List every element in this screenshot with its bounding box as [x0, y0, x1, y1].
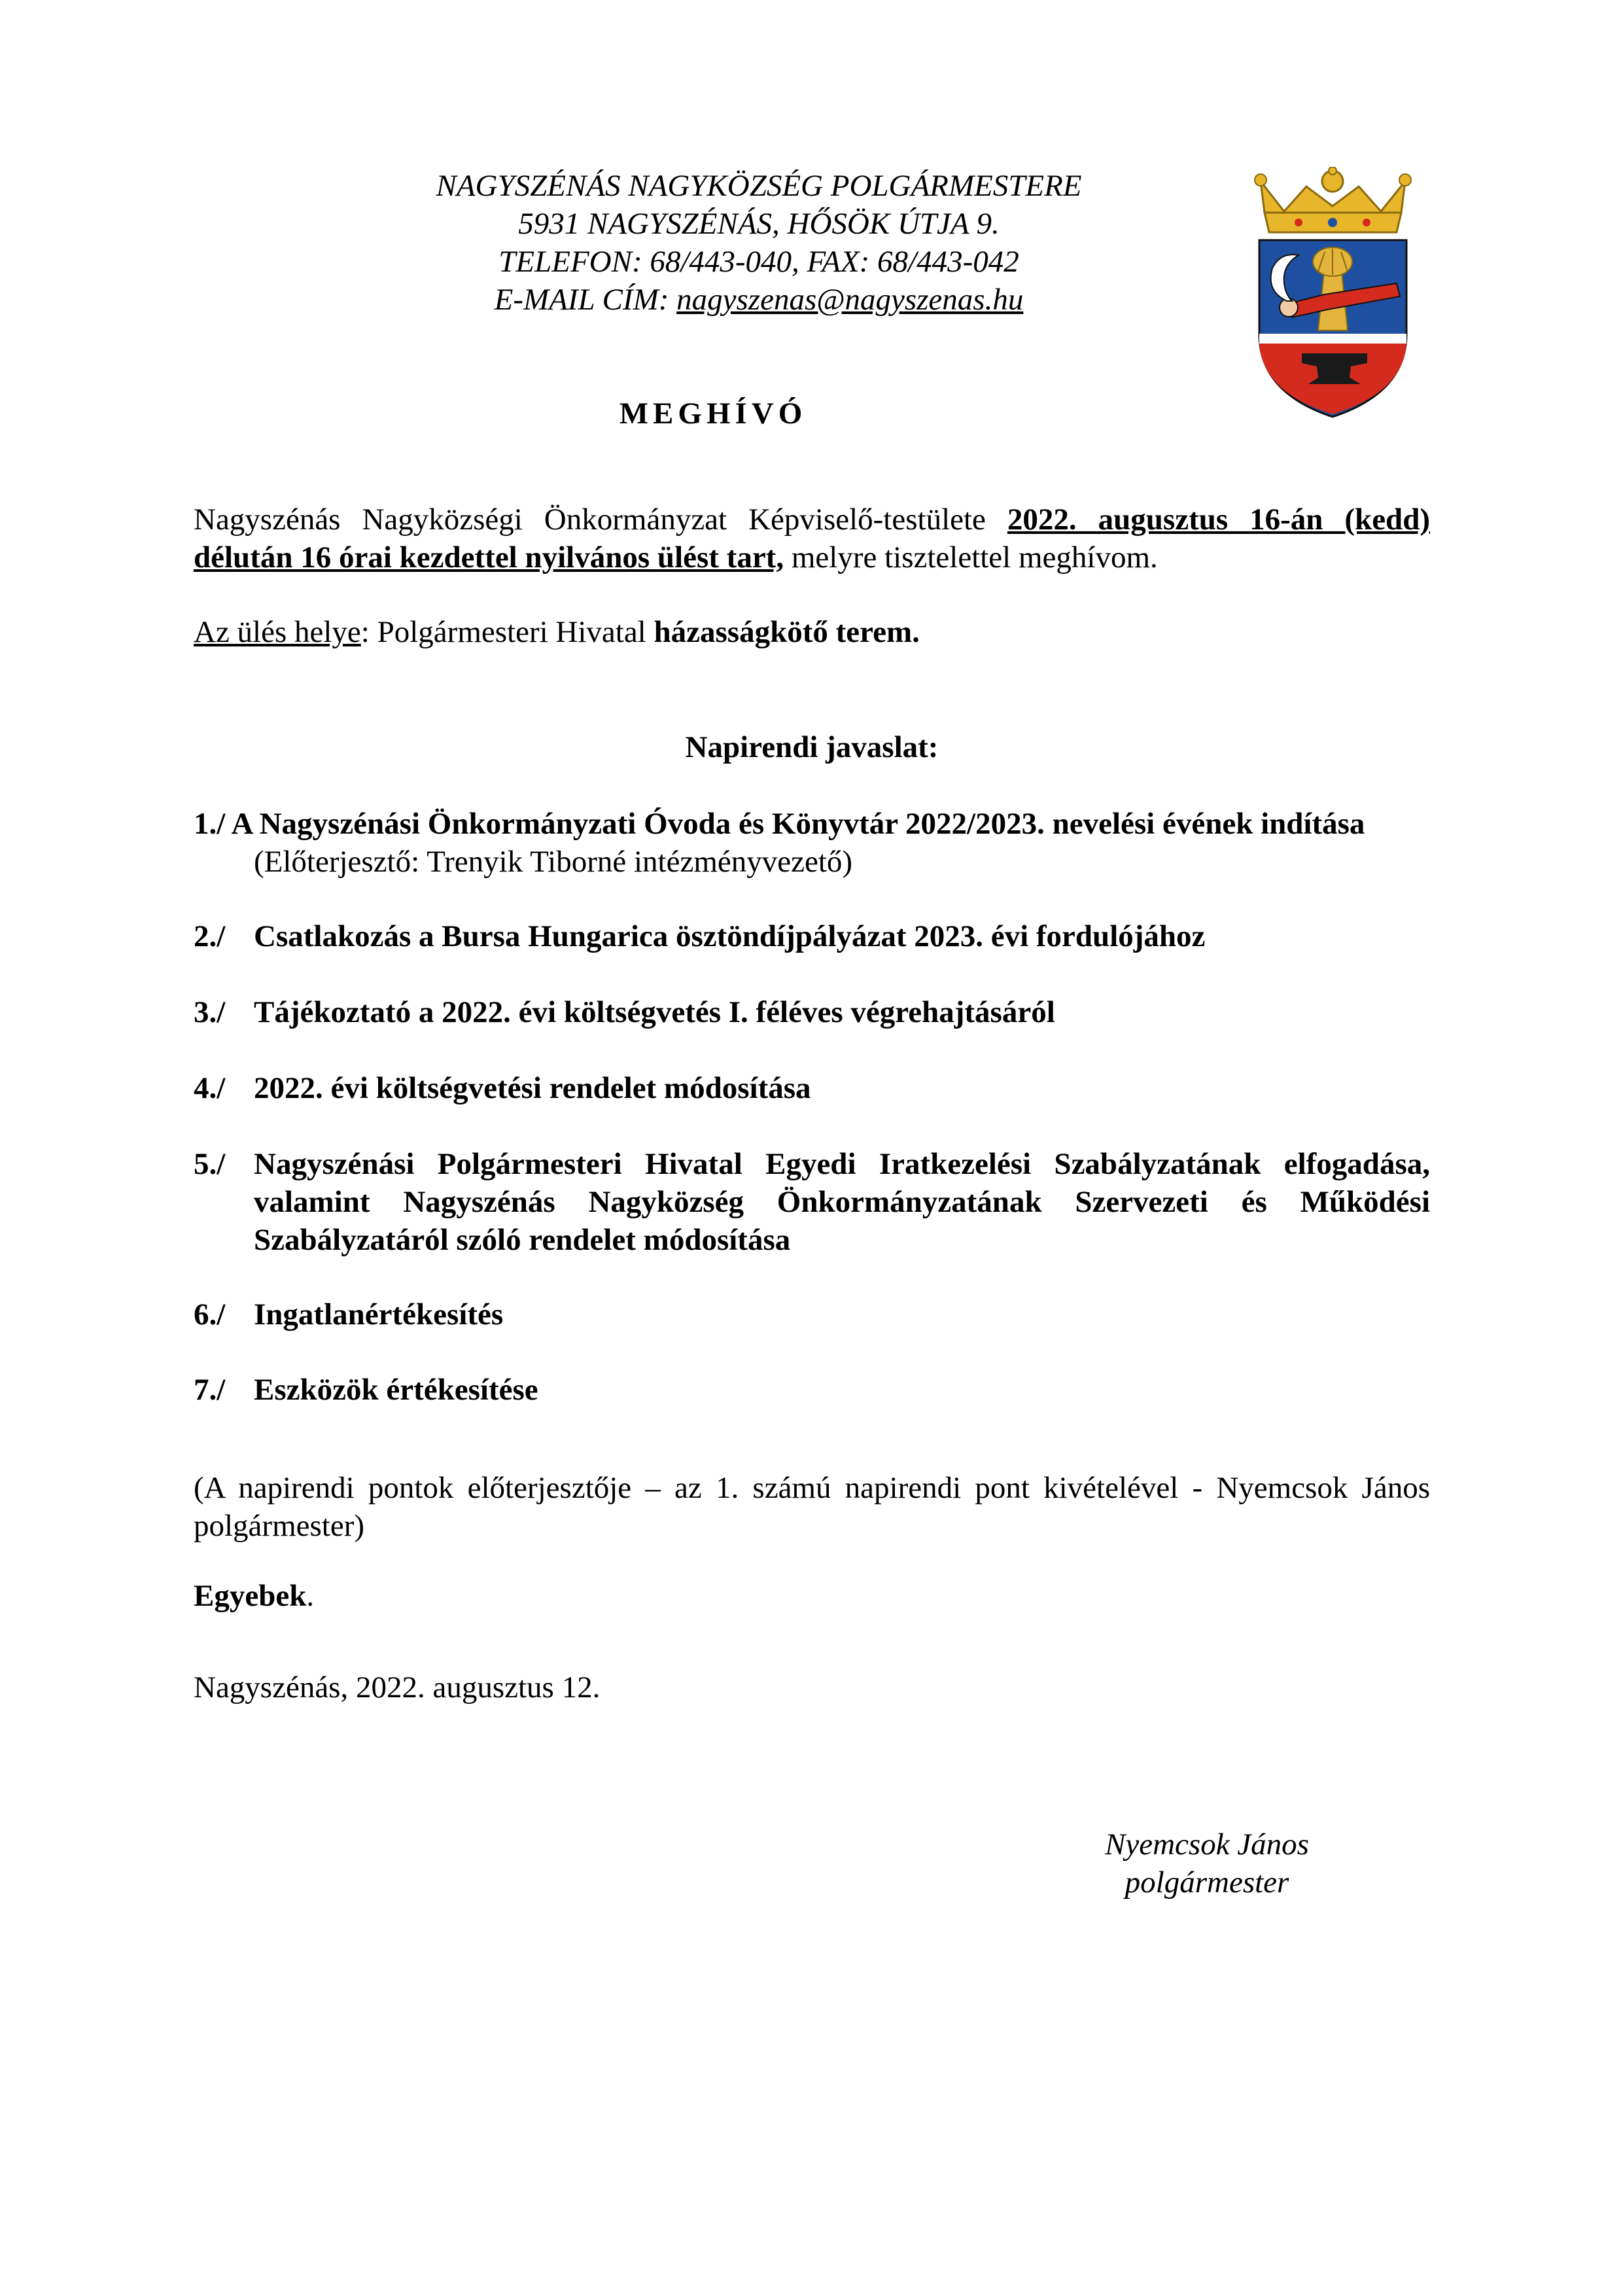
- agenda-item-number: 2./: [194, 919, 226, 953]
- agenda-item-number: 6./: [194, 1298, 226, 1332]
- place-room: házasságkötő terem.: [654, 615, 920, 649]
- agenda-item-text: Eszközök értékesítése: [254, 1373, 538, 1407]
- agenda-item: [194, 1069, 1430, 1107]
- agenda-item-text: Nagyszénási Polgármesteri Hivatal Egyedi Iratkezelési Szabályzatának elfogadása, valamint Nagyszénás Nagyközség Önkormányzatának Szervezeti és Működési Szabályzatáról szóló rendelet módosítása: [254, 1147, 1430, 1257]
- invitation-paragraph: [194, 501, 1430, 576]
- agenda-item-text: Csatlakozás a Bursa Hungarica ösztöndíjpályázat 2023. évi fordulójához: [254, 919, 1206, 953]
- signature-block: [1060, 1826, 1354, 1901]
- agenda-item-presenter: (Előterjesztő: Trenyik Tiborné intézményvezető): [254, 845, 853, 879]
- email-label: E-MAIL CÍM:: [494, 283, 677, 317]
- agenda-item-text: 2022. évi költségvetési rendelet módosítása: [254, 1071, 811, 1105]
- agenda-item: [194, 805, 1430, 881]
- date-line: Nagyszénás, 2022. augusztus 12.: [194, 1670, 601, 1704]
- agenda-item-number: 3./: [194, 995, 226, 1029]
- agenda-title: Napirendi javaslat:: [685, 730, 939, 764]
- agenda-item: [194, 993, 1430, 1031]
- meeting-datetime: 2022. augusztus 16-án (kedd) délután 16 órai kezdettel nyilvános ülést tart,: [194, 503, 1430, 574]
- intro-text: Nagyszénás Nagyközségi Önkormányzat Képviselő-testülete: [194, 503, 1007, 537]
- signer-role: polgármester: [1125, 1865, 1289, 1899]
- letterhead-email-line: [294, 281, 1223, 319]
- agenda-item: [194, 917, 1430, 955]
- agenda-item: [194, 1296, 1430, 1333]
- document-title: MEGHÍVÓ: [619, 397, 807, 431]
- agenda-item-number: 7./: [194, 1373, 226, 1407]
- place-label: Az ülés helye: [194, 615, 361, 649]
- agenda-item-number: 1./: [194, 807, 226, 841]
- agenda-item-text: Tájékoztató a 2022. évi költségvetés I. féléves végrehajtásáról: [254, 995, 1055, 1029]
- letterhead-phone-fax: TELEFON: 68/443-040, FAX: 68/443-042: [498, 245, 1019, 279]
- agenda-item: [194, 1145, 1430, 1259]
- coat-of-arms-icon: [1246, 167, 1420, 419]
- other-items-label: Egyebek: [194, 1579, 307, 1613]
- agenda-item-number: 4./: [194, 1071, 226, 1105]
- email-link[interactable]: nagyszenas@nagyszenas.hu: [676, 283, 1024, 317]
- meeting-place: [194, 613, 1430, 651]
- crown-icon: [1255, 167, 1411, 232]
- agenda-item-text: 1./ A Nagyszénási Önkormányzati Óvoda és Könyvtár 2022/2023. nevelési évének indítása: [194, 807, 1365, 841]
- agenda-item: [194, 1371, 1430, 1409]
- agenda-item-text: Ingatlanértékesítés: [254, 1298, 504, 1332]
- presenter-note: (A napirendi pontok előterjesztője – az 1. számú napirendi pont kivételével - Nyemcsok János polgármester): [194, 1471, 1430, 1543]
- agenda-item-number: 5./: [194, 1147, 226, 1181]
- letterhead: [294, 167, 1223, 319]
- intro-closing: melyre tisztelettel meghívom.: [784, 540, 1158, 574]
- letterhead-office: NAGYSZÉNÁS NAGYKÖZSÉG POLGÁRMESTERE: [436, 169, 1082, 203]
- place-text: : Polgármesteri Hivatal: [360, 615, 654, 649]
- letterhead-address: 5931 NAGYSZÉNÁS, HŐSÖK ÚTJA 9.: [518, 207, 1000, 241]
- signer-name: Nyemcsok János: [1105, 1828, 1309, 1862]
- other-items: Egyebek.: [194, 1579, 315, 1613]
